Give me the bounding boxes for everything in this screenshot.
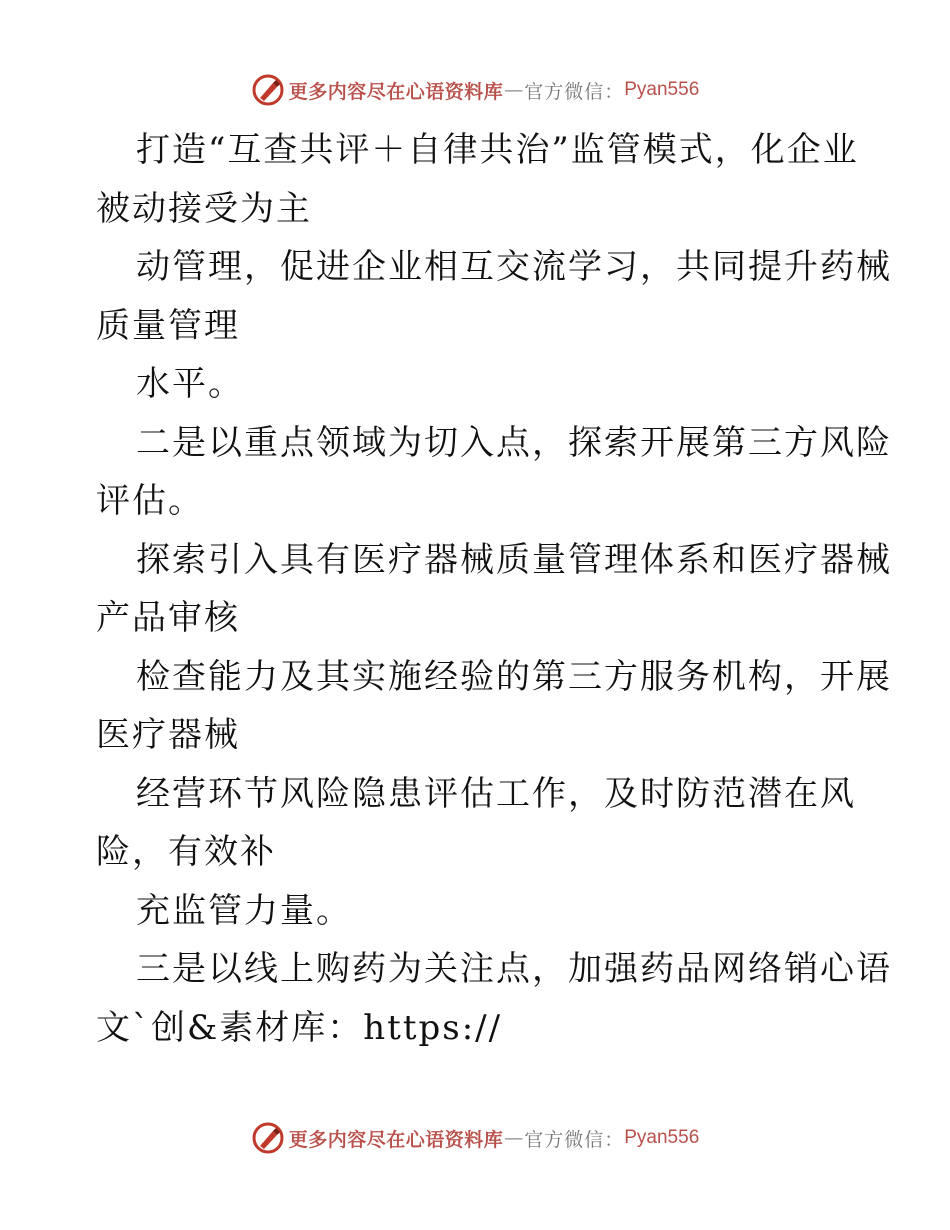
pen-logo-icon: [251, 1121, 285, 1155]
text-line: 打造“互查共评＋自律共治”监管模式，化企业: [136, 130, 859, 170]
watermark-contact-id: Pyan556: [624, 1127, 700, 1148]
watermark-contact-label: 官方微信：: [524, 80, 625, 103]
watermark-brand: 更多内容尽在心语资料库: [288, 1128, 504, 1151]
text-line: 动管理，促进企业相互交流学习，共同提升药械: [136, 247, 892, 287]
watermark-brand: 更多内容尽在心语资料库: [288, 80, 504, 103]
pen-logo-icon: [251, 73, 285, 107]
text-line: 充监管力量。: [136, 890, 352, 931]
watermark-contact-id: Pyan556: [624, 79, 700, 100]
watermark-header: [0, 70, 950, 110]
text-line: 探索引入具有医疗器械质量管理体系和医疗器械: [136, 539, 892, 580]
text-line: 经营环节风险隐患评估工作，及时防范潜在风: [136, 773, 856, 814]
text-line: 险，有效补: [96, 832, 276, 872]
watermark-contact-label: 官方微信：: [524, 1128, 625, 1151]
watermark-footer: [0, 1118, 950, 1158]
text-line: 评估。: [96, 481, 204, 521]
text-line: 二是以重点领域为切入点，探索开展第三方风险: [136, 422, 892, 463]
watermark-dash: —: [504, 1127, 524, 1149]
text-line: 水平。: [136, 364, 244, 404]
text-line: 文`创&素材库：https://: [96, 1007, 503, 1048]
watermark-dash: —: [504, 79, 524, 101]
text-line: 质量管理: [96, 305, 240, 346]
text-line: 医疗器械: [96, 715, 240, 755]
text-line: 三是以线上购药为关注点，加强药品网络销心语: [136, 949, 892, 989]
text-line: 被动接受为主: [96, 188, 312, 229]
document-body: [96, 121, 892, 1057]
text-line: 检查能力及其实施经验的第三方服务机构，开展: [136, 656, 892, 697]
text-line: 产品审核: [96, 598, 240, 638]
